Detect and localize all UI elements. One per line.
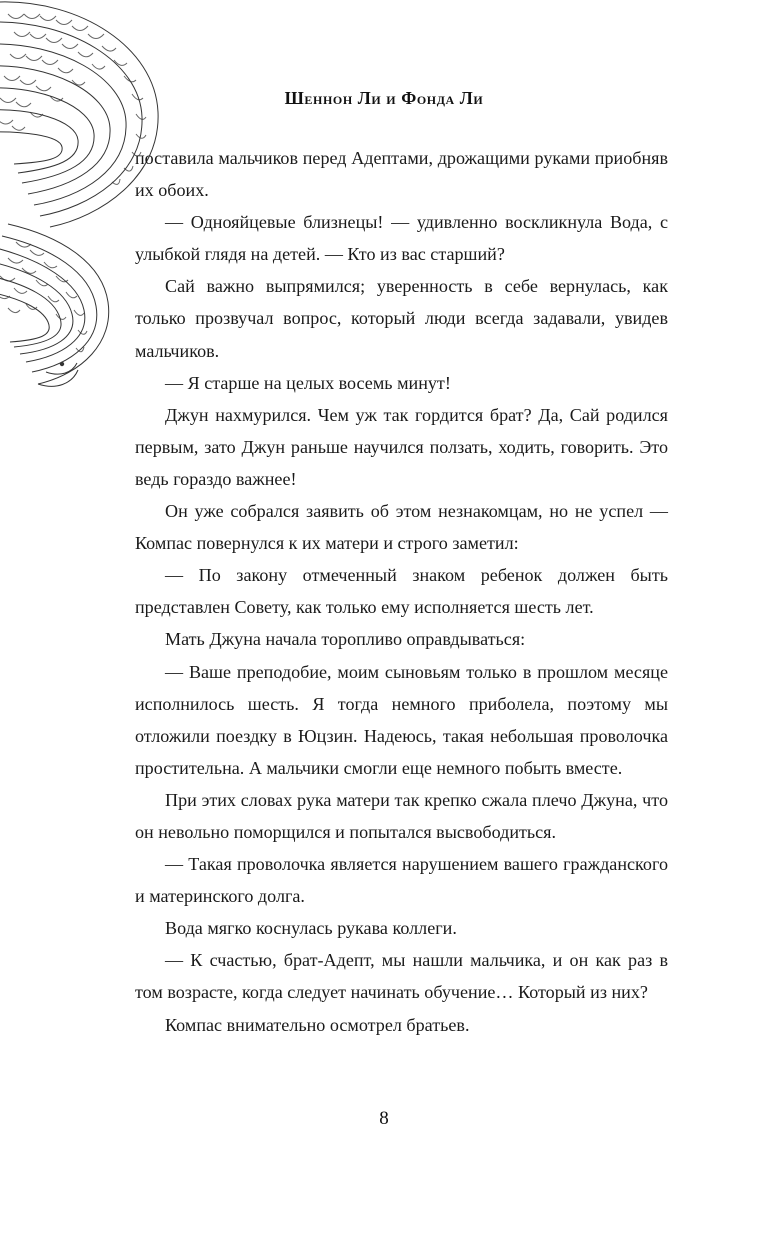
- body-text: [135, 142, 668, 1041]
- paragraph: Джун нахмурился. Чем уж так гордится брат? Да, Сай родился первым, зато Джун раньше научился ползать, ходить, говорить. Это ведь гораздо важнее!: [135, 404, 668, 489]
- paragraph: Он уже собрался заявить об этом незнакомцам, но не успел — Компас повернулся к их матери и строго заметил:: [135, 501, 668, 554]
- paragraph: — К счастью, брат-Адепт, мы нашли мальчика, и он как раз в том возрасте, когда следует начинать обучение… Который из них?: [135, 950, 668, 1003]
- paragraph: Мать Джуна начала торопливо оправдываться:: [165, 629, 526, 650]
- paragraph: — Однояйцевые близнецы! — удивленно воскликнула Вода, с улыбкой глядя на детей. — Кто из вас старший?: [135, 212, 668, 265]
- paragraph: — По закону отмеченный знаком ребенок должен быть представлен Совету, как только ему исполняется шесть лет.: [135, 565, 668, 618]
- paragraph: поставила мальчиков перед Адептами, дрожащими руками приобняв их обоих.: [135, 148, 668, 201]
- paragraph: — Такая проволочка является нарушением вашего гражданского и материнского долга.: [135, 854, 668, 907]
- paragraph: Вода мягко коснулась рукава коллеги.: [165, 918, 457, 939]
- paragraph: — Ваше преподобие, моим сыновьям только в прошлом месяце исполнилось шесть. Я тогда немного приболела, поэтому мы отложили поездку в Юцзин. Надеюсь, такая небольшая проволочка простительна. А мальчики смогли еще немного побыть вместе.: [135, 661, 668, 778]
- running-head: Шеннон Ли и Фонда Ли: [284, 88, 484, 108]
- paragraph: При этих словах рука матери так крепко сжала плечо Джуна, что он невольно поморщился и попытался высвободиться.: [135, 789, 668, 842]
- paragraph: — Я старше на целых восемь минут!: [165, 372, 451, 393]
- paragraph: Компас внимательно осмотрел братьев.: [165, 1014, 470, 1035]
- page-number: 8: [379, 1108, 389, 1129]
- paragraph: Сай важно выпрямился; уверенность в себе вернулась, как только прозвучал вопрос, который люди всегда задавали, увидев мальчиков.: [135, 276, 668, 361]
